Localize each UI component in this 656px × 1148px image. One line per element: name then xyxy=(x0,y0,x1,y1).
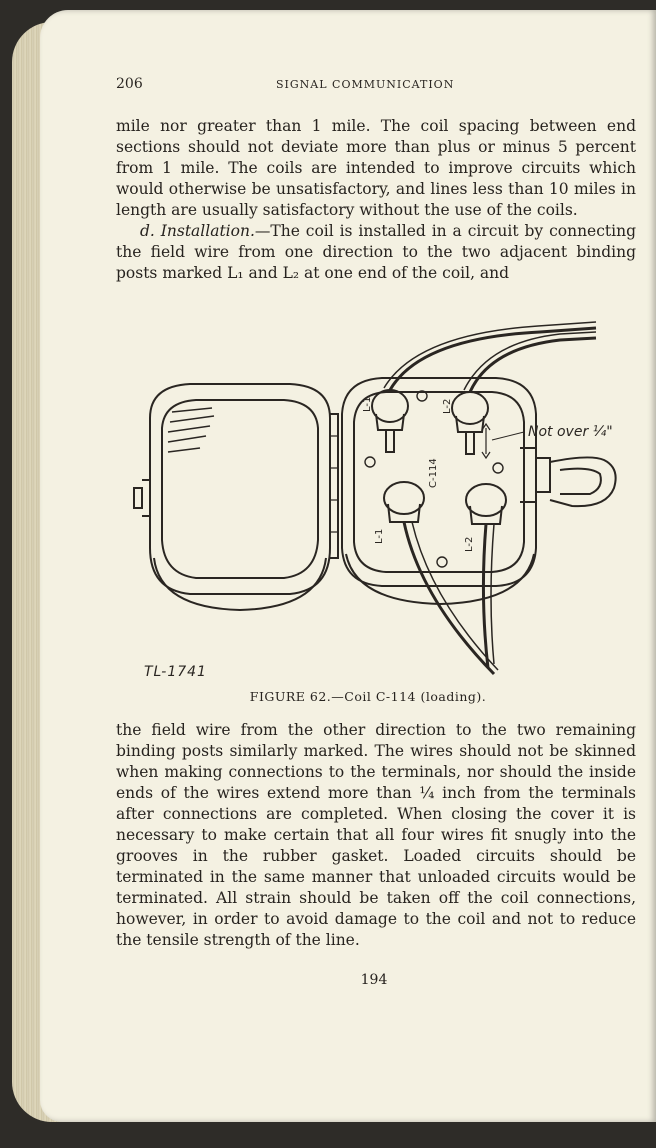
figure-caption: FIGURE 62.—Coil C-114 (loading). xyxy=(249,689,487,704)
cover-shading xyxy=(168,408,214,452)
binding-post-top-left xyxy=(372,390,408,452)
coil-illustration xyxy=(120,318,636,678)
binding-post-bottom-left xyxy=(384,482,424,522)
binding-post-bottom-right xyxy=(466,484,506,524)
hanging-loop xyxy=(550,457,616,506)
coil-bottom-lip xyxy=(346,554,534,604)
paragraph-2: —The coil is installed in a circuit by connecting the field wire from one direction to the two adjacent binding posts marked L₁ and L₂ at one end of the coil, and xyxy=(116,222,636,282)
wire-bottom-right xyxy=(483,524,488,668)
label-bottom-right-post: L-2 xyxy=(464,536,475,552)
binding-post-top-right xyxy=(452,392,488,454)
cover-inner xyxy=(162,400,318,578)
paragraph-2-heading: d. Installation. xyxy=(140,222,255,240)
label-top-left-post: L-1 xyxy=(362,396,373,412)
paragraph-1: mile nor greater than 1 mile. The coil spacing between end sections should not deviate more than plus or minus 5 percent from 1 mile. The coils are intended to improve circuits which would otherwise be unsatisfactory, and lines less than 10 miles in length are usually satisfactory without the use of the coils. xyxy=(116,117,636,219)
measurement-arrows xyxy=(482,424,490,458)
label-bottom-left-post: L-1 xyxy=(374,528,385,544)
wire-top-left xyxy=(390,328,596,390)
cover-outer xyxy=(150,384,330,594)
left-latch-base xyxy=(142,480,150,516)
page-number: 206 xyxy=(116,76,143,92)
running-title: SIGNAL COMMUNICATION xyxy=(276,78,455,91)
paragraph-3: the field wire from the other direction to the two remaining binding posts similarly marked. The wires should not be skinned when making connections to the terminals, nor should the inside ends of the wires extend more than ¼ inch from the terminals after connections are completed. When closing the cover it is necessary to make certain that all four wires fit snugly into the grooves in the rubber gasket. Loaded circuits should be terminated in the same manner that unloaded circuits would be terminated. All strain should be taken off the coil connections, however, in order to avoid damage to the coil and not to reduce the tensile strength of the line. xyxy=(116,721,636,949)
figure-code: TL-1741 xyxy=(144,664,207,680)
folio: 194 xyxy=(360,972,388,988)
body-text-top xyxy=(116,116,636,284)
cover-bottom-lip xyxy=(154,558,326,610)
annotation-not-over: Not over ¼" xyxy=(528,424,613,440)
label-top-right-post: L-2 xyxy=(442,398,453,414)
left-latch xyxy=(134,488,142,508)
right-bracket xyxy=(520,448,536,502)
wire-top-right xyxy=(470,338,596,392)
label-coil-name: C-114 xyxy=(428,458,439,488)
